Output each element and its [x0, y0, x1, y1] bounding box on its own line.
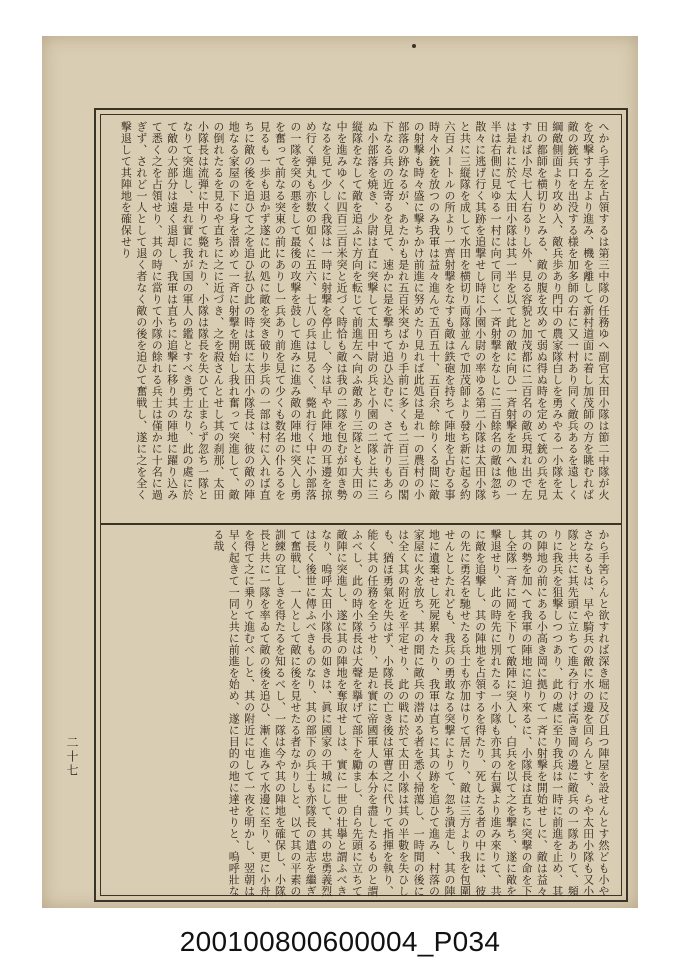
ink-speck — [412, 44, 416, 48]
page-number: 二十七 — [65, 736, 79, 778]
text-frame — [94, 108, 628, 902]
top-text-block: へから手之を占領するは第三中隊の任務ゆへ副官太田小隊は節二中隊が火を攻撃する左より進み、機を離して新村道面に着し加茂師の方を眺むれば敵の銃兵口を出没する様を加多師の右に又一村あり同く敵兵あるを遠しく綱敵側面より攻め入、敵兵歩あり門中の農家隊白しを勇みやる一小隊を太田の都師を横切りとみる、敵の腹を攻めて弱ぬ得ぬ時を定めて銃の兵を見すれば小尽七人右るりし外、見る容貌と加茂都に二百名の敵兵現れ出で左は是れに於て太田小隊は其一半を以て此の敵に向ひ一斉射撃を加へ他の一半は右側に見ゆる一村に向て同じく一斉射撃をなしに二百餘名の敵は忽ち散々に逃げ行く其跡を追撃せし時に小園小尉の率ゆる第二小隊は太田小隊と共に三縦隊を成して水田を横切り両隊並んで加茂師より發ち新に起る約六百メートルの所より一齊射撃をなすも敵は鉄砲を持ちて陣地を占むる事時々小銃を放つのみ我軍は益々進んで五百五十、五百余、餘りくる間に敵の射撃も時々盛に撃ちかけ前進に努めたり見れば此処は是れ一の農村の小部落の跡なるが、あたかも是れ五百米突ばかり手前に多くも二百三百の閣下なる兵の近寄るを見て、速かに是を撃ちて追ひ込むに、さて許りもあらぬ小部落を焼き、少尉は直に突撃して太田中尉の兵と小園の二隊と共に三縦隊をなして敵を追ふに方向を転じて前進左へ向ふ敵あり三隊とも大田の中を進みゆくに四百三百米突と近づく時恰も敵は我の二隊を包むが如き勢なるを見て少しく我隊は一時に射撃を停止し、今は早や此陣地の耳邊を掠め行く弾丸も亦数の如くに五六、七八の兵は見るく、斃れ行く中に小部落の一隊を突の悪をして最後の攻撃を鼓して進みに進み敵の陣地に突入し勇を奮って前なる突東の前にありし一兵あり前を見て少くも数名の仆るるを見るも一歩も退かず遂に此の処に敵を突き破り歩兵の一部は村に入れば直ちに敵の後を追ひて之を追ひ払ひ此の時は既に太田小隊長は、彼の敵の陣地なる家屋の下に身を潜めて一斉に射撃を開始し我れ奮って突進して、敵の倒れたるを見るや直ちに之に近づき、之を殺さんとせし其の刹那、太田小隊長は流弾に中りて斃れたり、小隊は隊長を失ひて止まらず忽ち一隊となりて突進し、是れ實に我が国の軍人の鑑とすべき勇士なり、此の處に於て敵の大部分は遠く退却し、我軍は直ちに追撃に移り其の陣地に躍り込みて悉く之を占領せり、其の時に當りて小隊の餘れる兵士は僅かに十名に過ぎず、されど一人として退く者なく敵の後を追ひて奮戦し、遂に之を全く撃退して其陣地を確保せり — [119, 121, 610, 501]
scanned-page — [42, 36, 638, 908]
bottom-text-block: から手筈らんと欲すれば深き堀に及び且つ陣屋を設せんとす然ども小やさなるもは、早や騎兵の敵に水の邊を回らんとす、らや太田小隊も又小隊と共に其先頭に立ちて進み行けば高き岡の邊に敵兵の一隊ありて、頻りに我兵を狙撃しつつあり、此の處に至り我兵は一時に前進を止め、其の陣地の前にある小高き岡に拠りて一斉に射撃を開始せしに、敵は益々其の勢を加へて我軍の陣地に迫り來るに、小隊長は直ちに突撃の命を下し全隊一斉に岡を下りて敵陣に突入し、白兵を以て之を撃ち、遂に敵を撃退せり、此の時先に別れたる一小隊も亦其の右翼より進み來りて、共に敵を追撃し、其の陣地を占領するを得たり、死したる者の中には、彼の先に勇名を馳せたる兵士も亦加はりて居たり、敵は三方より我を包圍せんとしたれども、我兵の勇敢なる突撃によりて、忽ち潰走し、其の陣地に遺棄せし死屍累々たり、我軍は直ちに其の跡を追ひて進み、村落の家屋に火を放ち、其の間に敵兵の潜める者を悉く掃蕩し、一時間の後には全く其の附近を平定せり、此の戦に於て太田小隊は其の半數を失ひしも、猶ほ勇氣を失はず、小隊長の亡き後は軍曹之に代りて指揮を執り、能く其の任務を全うせり、是れ實に帝國軍人の本分を盡したるものと謂ふべし、此の時小隊長は大聲を擧げて部下を勵まし、自ら先頭に立ちて敵陣に突進し、遂に其の陣地を奪取せしは、實に一世の壮擧と謂ふべきなり、嗚呼太田小隊長の如きは、眞に國家の干城にして、其の忠勇義烈は長く後世に傳ふべきものなり、其の部下の兵士も亦隊長の遺志を繼ぎて奮戦し、一人として敵に後を見せたる者なかりしと、以て其の平素の訓練の宜しきを得たるを知るべし、一隊は今や其の陣地を確保し、小隊長と共に一隊を率ゐて敵の後を追ひ、漸く進みて水邊に至り、更に小舟を得て之に乗りて進むべしと、其の附近に屯して一夜を明かし、翌朝は早く起きて一同と共に前進を始め、遂に目的の地に達せりと、嗚呼壯なる哉 — [211, 529, 610, 897]
section-divider — [101, 523, 621, 525]
image-caption: 200100800600004_P034 — [179, 926, 501, 957]
text-frame-inner — [100, 114, 622, 896]
